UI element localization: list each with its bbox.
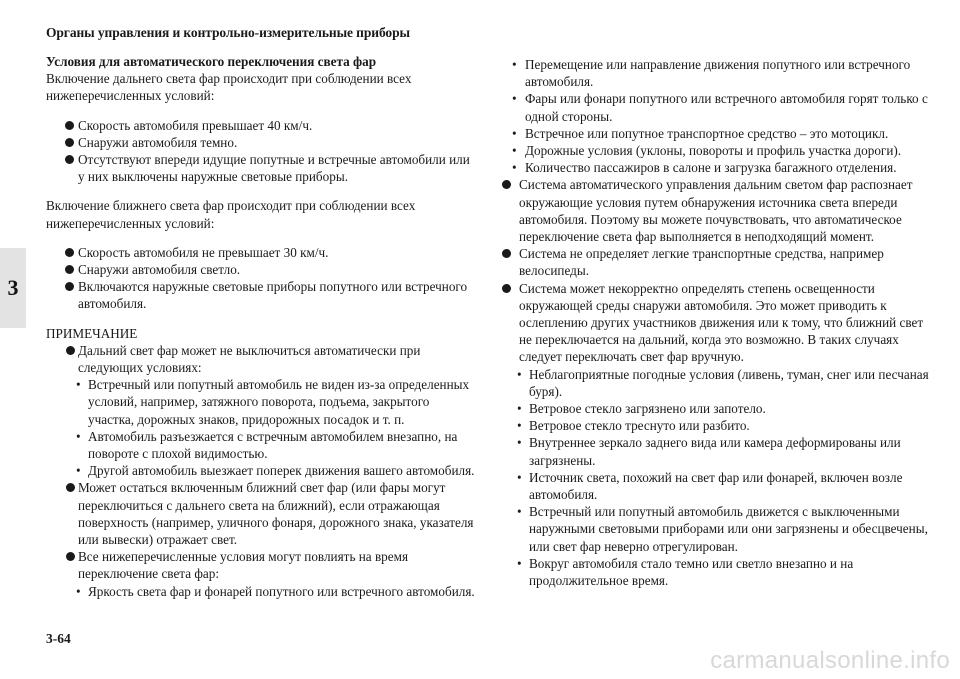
spacer — [46, 185, 476, 197]
note-text: Все нижеперечисленные условия могут повлиять на время переключение света фар: — [78, 549, 409, 582]
high-beam-conditions — [46, 117, 476, 186]
note-item — [46, 548, 476, 600]
sub-item: • Количество пассажиров в салоне и загрузка багажного отделения. — [500, 159, 930, 176]
sub-item: • Другой автомобиль выезжает поперек движения вашего автомобиля. — [76, 462, 476, 479]
sub-item: • Фары или фонари попутного или встречного автомобиля горят только с одной стороны. — [500, 90, 930, 124]
continued-sublist — [500, 56, 930, 176]
note-item — [500, 280, 930, 590]
right-column — [500, 56, 930, 589]
chapter-number: 3 — [7, 275, 19, 300]
note-title: ПРИМЕЧАНИЕ — [46, 325, 138, 341]
sub-item: • Дорожные условия (уклоны, повороты и профиль участка дороги). — [500, 142, 930, 159]
sub-item: • Встречный или попутный автомобиль движется с выключенными наружными световыми приборами или они загрязнены и обесцвечены, или свет фар неверно отрегулирован. — [517, 503, 930, 555]
sub-item: • Ветровое стекло загрязнено или запотело. — [517, 400, 930, 417]
sub-item: • Яркость света фар и фонарей попутного или встречного автомобиля. — [76, 583, 476, 600]
sub-item: • Внутреннее зеркало заднего вида или камера деформированы или загрязнены. — [517, 434, 930, 468]
sub-item: • Встречное или попутное транспортное средство – это мотоцикл. — [500, 125, 930, 142]
page-number: 3-64 — [46, 631, 71, 646]
high-beam-intro: Включение дальнего света фар происходит при соблюдении всех нижеперечисленных условий: — [46, 71, 412, 104]
low-beam-intro: Включение ближнего света фар происходит при соблюдении всех нижеперечисленных условий: — [46, 198, 416, 231]
watermark: carmanualsonline.info — [710, 647, 950, 674]
sub-item: • Ветровое стекло треснуто или разбито. — [517, 417, 930, 434]
sub-item: • Источник света, похожий на свет фар или фонарей, включен возле автомобиля. — [517, 469, 930, 503]
low-beam-conditions — [46, 244, 476, 313]
sub-item: • Встречный или попутный автомобиль не виден из-за определенных условий, например, затяжного поворота, подъема, закрытого участка, дорожных знаков, придорожных посадок и т. п. — [76, 376, 476, 428]
note-item — [46, 342, 476, 480]
list-item: Отсутствуют впереди идущие попутные и встречные автомобили или у них выключены наружные световые приборы. — [46, 151, 476, 185]
running-header: Органы управления и контрольно-измерительные приборы — [46, 25, 410, 40]
list-item: Скорость автомобиля превышает 40 км/ч. — [46, 117, 476, 134]
note-text: Дальний свет фар может не выключиться автоматически при следующих условиях: — [78, 342, 421, 376]
note-list — [46, 342, 476, 600]
sub-item: • Неблагоприятные погодные условия (ливень, туман, снег или песчаная буря). — [517, 366, 930, 400]
list-item: Снаружи автомобиля светло. — [46, 261, 476, 278]
list-item: Скорость автомобиля не превышает 30 км/ч. — [46, 244, 476, 261]
spacer — [46, 232, 476, 244]
note-sublist — [76, 376, 476, 479]
list-item: Включаются наружные световые приборы попутного или встречного автомобиля. — [46, 278, 476, 312]
sub-item: • Вокруг автомобиля стало темно или светло внезапно и на продолжительное время. — [517, 555, 930, 589]
note-text: Система может некорректно определять степень освещенности окружающей среды снаружи автомобиля. Это может приводить к ослеплению других участников движения или к тому, что ближний свет не переключается на дальний, когда это возможно. В таких случаях следует переключать свет фар вручную. — [519, 280, 924, 365]
left-column — [46, 53, 476, 600]
spacer — [46, 105, 476, 117]
note-item: Система не определяет легкие транспортные средства, например велосипеды. — [500, 245, 930, 279]
sub-item: • Перемещение или направление движения попутного или встречного автомобиля. — [500, 56, 930, 90]
note-item: Система автоматического управления дальним светом фар распознает окружающие условия путем обнаружения источника света впереди автомобиля. Поэтому вы можете почувствовать, что автоматическое переключение света фар выполняется в неподходящий момент. — [500, 176, 930, 245]
note-item: Может остаться включенным ближний свет фар (или фары могут переключиться с дальнего света на ближний), если отражающая поверхность (например, уличного фонаря, дорожного знака, указателя или вывески) отражает свет. — [46, 479, 476, 548]
chapter-tab — [0, 248, 26, 328]
spacer — [46, 313, 476, 325]
note-list-continued — [500, 176, 930, 589]
list-item: Снаружи автомобиля темно. — [46, 134, 476, 151]
sub-item: • Автомобиль разъезжается с встречным автомобилем внезапно, на повороте с плохой видимостью. — [76, 428, 476, 462]
note-sublist — [76, 583, 476, 600]
section-subtitle: Условия для автоматического переключения света фар — [46, 54, 377, 69]
note-sublist — [517, 366, 930, 590]
